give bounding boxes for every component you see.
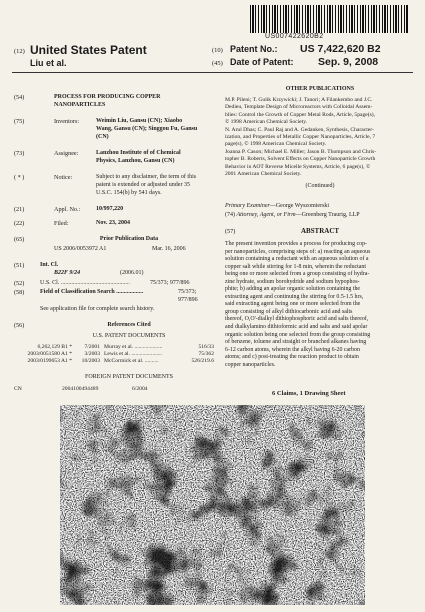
attorney-label: Attorney, Agent, or Firm	[236, 212, 296, 218]
other-pub-line: blies: Control the Growth of Copper Metal Rods, Article, 5page(s),	[225, 111, 376, 118]
field-search-value-1: 75/373;	[178, 289, 197, 295]
code-57: (57)	[225, 228, 236, 235]
foreign-date: 6/2004	[132, 386, 148, 392]
abstract-line: of benzene, toluene and straight or branched alkanes having	[225, 339, 367, 346]
doc-class: 516/33	[198, 344, 214, 350]
nanoparticle-micrograph	[60, 405, 365, 605]
foreign-number: 2004100494489	[62, 386, 99, 392]
abstract-line: said extracting agent being one or more selected from the	[225, 301, 361, 308]
other-pub-line: Behavior in AOT Reverse Micelle Systems, Article, 6 page(s), ©	[225, 163, 371, 170]
abstract-line: organic solution being one selected from the group consisting	[225, 331, 371, 338]
abstract-line: 6-12 carbon atoms, wherein the alkyl having 6-20 carbon	[225, 346, 360, 353]
doc-date: 3/2003	[84, 351, 100, 357]
assignee-label: Assignee:	[54, 150, 79, 157]
code-73: (73)	[14, 150, 25, 157]
other-pubs-list	[225, 97, 417, 178]
doc-number: 6,262,129 B1 *	[37, 344, 72, 350]
patent-date: Sep. 9, 2008	[318, 56, 379, 68]
code-56: (56)	[14, 322, 25, 329]
int-cl-label: Int. Cl.	[40, 262, 59, 268]
assignee-line-1: Lanzhou Institute of of Chemical	[96, 150, 181, 156]
abstract-line: The present invention provides a process for producing cop-	[225, 241, 367, 247]
continued-note: (Continued)	[305, 183, 335, 189]
us-cl-label: U.S. Cl. ..............................................	[40, 280, 130, 286]
examiner-name: —George Wyszomierski	[269, 203, 330, 209]
abstract-line: group consisting of alkyl dithiocarbonic acid and salts	[225, 308, 353, 315]
other-pub-line: ization, and Properties of Metallic Copper Nanoparticles, Article, 7	[225, 134, 376, 141]
other-pub-line: M.P. Pileni; T. Gulik Krzywicki; J. Tanori; A Filankembo and J.C.	[225, 97, 373, 103]
code-75: (75)	[14, 118, 25, 125]
us-docs-list	[14, 344, 214, 365]
patent-type-title: United States Patent	[30, 43, 147, 57]
code-22: (22)	[14, 220, 25, 227]
claims-summary: 6 Claims, 1 Drawing Sheet	[272, 390, 346, 397]
other-pub-line: Joanna P. Cason; Michael E. Miller; Jason B. Thompson and Chris-	[225, 148, 377, 155]
appl-no-label: Appl. No.:	[54, 206, 81, 213]
patent-number: US 7,422,620 B2	[300, 43, 381, 55]
notice-line-1: Subject to any disclaimer, the term of this	[96, 174, 197, 180]
inventors-line-3: (CN)	[96, 134, 109, 140]
code-65: (65)	[14, 236, 25, 243]
prior-pub-number: US 2006/0053972 A1	[54, 246, 107, 252]
attorney-name: —Greenberg Traurig, LLP	[295, 212, 360, 218]
notice-line-3: U.S.C. 154(b) by 541 days.	[96, 190, 162, 196]
doc-date: 7/2001	[84, 344, 100, 350]
appl-no: 10/997,220	[96, 206, 124, 212]
int-cl-code: B22F 9/24	[54, 270, 81, 276]
other-pub-line: 2001 American Chemical Society.	[225, 171, 302, 178]
micrograph-image	[60, 405, 365, 605]
abstract-line: phite; b) adding an apolar organic solution containing the	[225, 286, 361, 293]
other-pub-line: © 1998 American Chemical Society.	[225, 119, 308, 126]
abstract-line: solution containing a reductant with an aqueous solution of a	[225, 256, 369, 263]
other-pub-line: page(s), © 1998 American Chemical Society.	[225, 141, 327, 148]
doc-number: 2003/0199653 A1 *	[27, 358, 72, 364]
us-doc-row	[14, 358, 214, 365]
other-pub-line: N. Arul Dhas; C. Paul Raj and A. Gedanken, Synthesis, Character-	[225, 126, 374, 133]
doc-class: 75/362	[198, 351, 214, 357]
filed-date: Nov. 23, 2004	[96, 220, 131, 226]
filed-label: Filed:	[54, 220, 69, 227]
foreign-docs-heading: FOREIGN PATENT DOCUMENTS	[84, 374, 173, 380]
code-12: (12)	[14, 48, 25, 55]
doc-number: 2003/0051580 A1 *	[27, 351, 72, 357]
other-pub-line: Dedieu, Template Design of Microreactors with Colloidal Assem-	[225, 104, 373, 111]
code-45: (45)	[212, 60, 223, 67]
patent-no-label: Patent No.:	[230, 44, 278, 54]
doc-name: Lewis et al. ......................	[104, 351, 163, 357]
doc-date: 10/2003	[81, 358, 100, 364]
abstract-line: extracting agent and continuing the stirring for 0.5-1.5 hrs,	[225, 293, 364, 300]
us-doc-row	[14, 351, 214, 358]
int-cl-version: (2006.01)	[120, 270, 144, 276]
examiner-label: Primary Examiner	[225, 203, 270, 209]
foreign-country: CN	[14, 386, 22, 392]
abstract-line: copper nanoparticles.	[225, 361, 276, 368]
authors: Liu et al.	[30, 58, 67, 68]
abstract-line: zine hydrate, sodium borohydride and sodium hypophos-	[225, 278, 360, 285]
primary-examiner	[225, 203, 329, 211]
abstract-line: copper salt while stirring for 1-8 min, wherein the reductant	[225, 263, 367, 270]
code-52: (52)	[14, 280, 25, 287]
barcode-number: US007422620B2	[265, 33, 324, 40]
abstract-body	[225, 241, 417, 369]
inventors-label: Inventors:	[54, 118, 80, 125]
other-pub-line: topher B. Roberts, Solvent Effects on Copper Nanoparticle Growth	[225, 156, 376, 163]
code-51: (51)	[14, 262, 25, 269]
code-58: (58)	[14, 289, 25, 296]
foreign-doc-row	[14, 386, 172, 393]
prior-pub-heading: Prior Publication Data	[99, 236, 159, 242]
header-rule	[12, 72, 413, 73]
field-search-value-2: 977/896	[178, 297, 198, 303]
code-21: (21)	[14, 206, 25, 213]
abstract-line: thereof, O,O'-dialkyl dithiophosphoric acid and salts thereof,	[225, 316, 369, 323]
notice-label: Notice:	[54, 174, 73, 181]
other-pubs-heading: OTHER PUBLICATIONS	[285, 86, 355, 92]
inventors-line-1: Weimin Liu, Gansu (CN); Xiaobo	[96, 118, 183, 124]
doc-class: 526/219.6	[191, 358, 214, 364]
field-search-note: See application file for complete search history.	[40, 306, 155, 312]
us-cl-value: 75/373; 977/896	[150, 280, 190, 286]
code-10: (10)	[212, 47, 223, 54]
code-74: (74)	[225, 212, 235, 218]
doc-name: Murray et al. ....................	[104, 344, 163, 350]
us-docs-heading: U.S. PATENT DOCUMENTS	[92, 333, 166, 339]
refs-heading: References Cited	[107, 322, 151, 328]
date-label: Date of Patent:	[230, 57, 294, 67]
inventors-line-2: Wang, Gansu (CN); Singgou Fu, Gansu	[96, 126, 198, 132]
us-doc-row	[14, 344, 214, 351]
abstract-line: atoms; and c) post-treating the reaction product to obtain	[225, 354, 359, 361]
barcode	[250, 5, 408, 33]
code-notice: ( * )	[14, 174, 25, 181]
abstract-line: and dialkylamino dithioformic acid and salts and said apolar	[225, 324, 368, 331]
notice-line-2: patent is extended or adjusted under 35	[96, 182, 190, 188]
assignee-line-2: Physics, Lanzhou, Gansu (CN)	[96, 158, 175, 164]
abstract-heading: ABSTRACT	[300, 227, 340, 235]
abstract-line: being one or more selected from a group consisting of hydra-	[225, 271, 370, 278]
code-54: (54)	[14, 94, 25, 101]
abstract-line: per nanoparticles, comprising steps of: a) reacting an aqueous	[225, 248, 371, 255]
doc-name: McCormick et al. ..........	[104, 358, 159, 364]
attorney	[225, 212, 360, 220]
prior-pub-date: Mar. 16, 2006	[152, 246, 186, 252]
invention-title: PROCESS FOR PRODUCING COPPER NANOPARTICLES	[54, 94, 161, 108]
field-search-label: Field of Classification Search ..................	[40, 289, 144, 295]
